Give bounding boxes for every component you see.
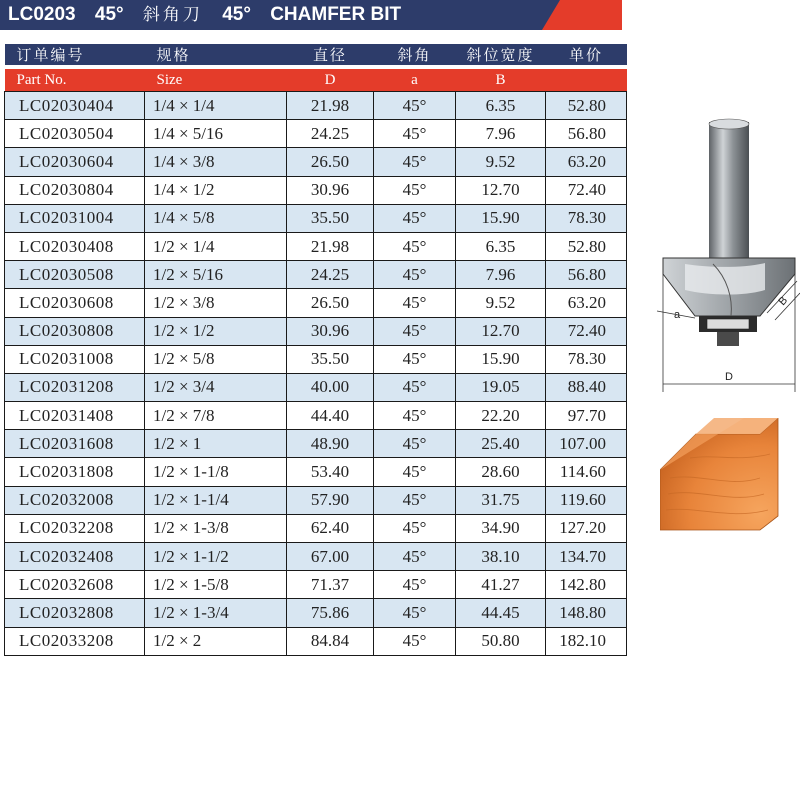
bevel-width-cell: 15.90 — [456, 204, 546, 232]
table-row — [5, 543, 627, 571]
part-number-cell: LC02030604 — [5, 148, 145, 176]
size-cell: 1/2 × 7/8 — [145, 402, 287, 430]
part-number-cell: LC02032408 — [5, 543, 145, 571]
diameter-cell: 84.84 — [287, 627, 374, 655]
header-en-price — [546, 69, 627, 92]
size-cell: 1/2 × 3/8 — [145, 289, 287, 317]
price-cell: 78.30 — [546, 204, 627, 232]
price-cell: 56.80 — [546, 120, 627, 148]
diameter-cell: 24.25 — [287, 120, 374, 148]
part-number-cell: LC02032008 — [5, 486, 145, 514]
bevel-width-cell: 6.35 — [456, 92, 546, 120]
table-row — [5, 120, 627, 148]
diameter-cell: 26.50 — [287, 148, 374, 176]
price-cell: 134.70 — [546, 543, 627, 571]
part-number-cell: LC02031808 — [5, 458, 145, 486]
label-diameter-d: D — [725, 371, 733, 383]
diameter-cell: 75.86 — [287, 599, 374, 627]
diameter-cell: 57.90 — [287, 486, 374, 514]
part-number-cell: LC02030504 — [5, 120, 145, 148]
title-code: LC0203 — [8, 4, 76, 25]
angle-cell: 45° — [374, 232, 456, 260]
size-cell: 1/2 × 5/16 — [145, 261, 287, 289]
wood-chamfer-profile — [660, 418, 780, 533]
angle-cell: 45° — [374, 317, 456, 345]
price-cell: 88.40 — [546, 373, 627, 401]
price-cell: 72.40 — [546, 317, 627, 345]
angle-cell: 45° — [374, 176, 456, 204]
table-row — [5, 317, 627, 345]
title-name-cn: 斜角刀 — [142, 5, 203, 25]
header-cn-angle: 斜角 — [374, 44, 456, 65]
price-cell: 63.20 — [546, 289, 627, 317]
table-row — [5, 176, 627, 204]
size-cell: 1/4 × 1/4 — [145, 92, 287, 120]
price-cell: 107.00 — [546, 430, 627, 458]
angle-cell: 45° — [374, 571, 456, 599]
size-cell: 1/2 × 1-5/8 — [145, 571, 287, 599]
bevel-width-cell: 9.52 — [456, 289, 546, 317]
diameter-cell: 26.50 — [287, 289, 374, 317]
part-number-cell: LC02031004 — [5, 204, 145, 232]
table-row — [5, 345, 627, 373]
bevel-width-cell: 28.60 — [456, 458, 546, 486]
table-row — [5, 92, 627, 120]
bevel-width-cell: 38.10 — [456, 543, 546, 571]
size-cell: 1/4 × 3/8 — [145, 148, 287, 176]
diameter-cell: 30.96 — [287, 176, 374, 204]
product-title — [8, 0, 415, 30]
bevel-width-cell: 15.90 — [456, 345, 546, 373]
size-cell: 1/2 × 1-1/2 — [145, 543, 287, 571]
bit-cutter-body — [663, 258, 795, 316]
size-cell: 1/4 × 1/2 — [145, 176, 287, 204]
header-en-part: Part No. — [5, 69, 145, 92]
header-en-diameter: D — [287, 69, 374, 92]
spec-table — [4, 44, 627, 656]
diameter-cell: 24.25 — [287, 261, 374, 289]
part-number-cell: LC02033208 — [5, 627, 145, 655]
label-angle-a: a — [674, 309, 681, 321]
diameter-cell: 35.50 — [287, 204, 374, 232]
diameter-cell: 30.96 — [287, 317, 374, 345]
bevel-width-cell: 7.96 — [456, 120, 546, 148]
part-number-cell: LC02031608 — [5, 430, 145, 458]
price-cell: 114.60 — [546, 458, 627, 486]
size-cell: 1/2 × 1-3/4 — [145, 599, 287, 627]
part-number-cell: LC02030404 — [5, 92, 145, 120]
size-cell: 1/2 × 5/8 — [145, 345, 287, 373]
angle-cell: 45° — [374, 92, 456, 120]
angle-cell: 45° — [374, 204, 456, 232]
part-number-cell: LC02031408 — [5, 402, 145, 430]
part-number-cell: LC02030808 — [5, 317, 145, 345]
price-cell: 119.60 — [546, 486, 627, 514]
bit-shank — [709, 119, 749, 262]
diameter-cell: 21.98 — [287, 232, 374, 260]
bevel-width-cell: 12.70 — [456, 176, 546, 204]
part-number-cell: LC02032208 — [5, 514, 145, 542]
diameter-cell: 40.00 — [287, 373, 374, 401]
table-row — [5, 571, 627, 599]
diameter-cell: 67.00 — [287, 543, 374, 571]
size-cell: 1/2 × 1 — [145, 430, 287, 458]
bevel-width-cell: 41.27 — [456, 571, 546, 599]
table-row — [5, 289, 627, 317]
title-banner — [0, 0, 622, 30]
part-number-cell: LC02030508 — [5, 261, 145, 289]
part-number-cell: LC02030608 — [5, 289, 145, 317]
angle-cell: 45° — [374, 627, 456, 655]
bevel-width-cell: 9.52 — [456, 148, 546, 176]
spec-table-body — [5, 92, 627, 656]
bevel-width-cell: 6.35 — [456, 232, 546, 260]
part-number-cell: LC02032608 — [5, 571, 145, 599]
header-cn-size: 规格 — [145, 44, 287, 65]
table-row — [5, 204, 627, 232]
bevel-width-cell: 50.80 — [456, 627, 546, 655]
header-cn-diameter: 直径 — [287, 44, 374, 65]
size-cell: 1/4 × 5/16 — [145, 120, 287, 148]
price-cell: 52.80 — [546, 232, 627, 260]
bevel-width-cell: 44.45 — [456, 599, 546, 627]
angle-cell: 45° — [374, 373, 456, 401]
price-cell: 52.80 — [546, 92, 627, 120]
table-row — [5, 458, 627, 486]
header-cn-bevel-width: 斜位宽度 — [456, 44, 546, 65]
title-angle-cn: 45° — [94, 4, 124, 25]
table-row — [5, 148, 627, 176]
bevel-width-cell: 34.90 — [456, 514, 546, 542]
price-cell: 72.40 — [546, 176, 627, 204]
table-row — [5, 627, 627, 655]
header-cn-price: 单价 — [546, 44, 627, 65]
price-cell: 142.80 — [546, 571, 627, 599]
size-cell: 1/2 × 1/2 — [145, 317, 287, 345]
table-row — [5, 373, 627, 401]
angle-cell: 45° — [374, 345, 456, 373]
diameter-cell: 71.37 — [287, 571, 374, 599]
header-row-english — [5, 69, 627, 92]
label-width-b: B — [776, 294, 791, 309]
bevel-width-cell: 25.40 — [456, 430, 546, 458]
price-cell: 127.20 — [546, 514, 627, 542]
diameter-cell: 48.90 — [287, 430, 374, 458]
chamfer-bit-diagram — [655, 118, 800, 408]
bevel-width-cell: 7.96 — [456, 261, 546, 289]
angle-cell: 45° — [374, 430, 456, 458]
diameter-cell: 62.40 — [287, 514, 374, 542]
size-cell: 1/4 × 5/8 — [145, 204, 287, 232]
part-number-cell: LC02030804 — [5, 176, 145, 204]
size-cell: 1/2 × 1-1/4 — [145, 486, 287, 514]
title-accent-band — [560, 0, 622, 30]
price-cell: 56.80 — [546, 261, 627, 289]
header-en-bevel-width: B — [456, 69, 546, 92]
diameter-cell: 35.50 — [287, 345, 374, 373]
size-cell: 1/2 × 3/4 — [145, 373, 287, 401]
table-row — [5, 232, 627, 260]
diameter-cell: 53.40 — [287, 458, 374, 486]
bevel-width-cell: 12.70 — [456, 317, 546, 345]
table-row — [5, 402, 627, 430]
table-row — [5, 486, 627, 514]
table-row — [5, 514, 627, 542]
bevel-width-cell: 22.20 — [456, 402, 546, 430]
price-cell: 78.30 — [546, 345, 627, 373]
part-number-cell: LC02031008 — [5, 345, 145, 373]
table-row — [5, 599, 627, 627]
angle-cell: 45° — [374, 514, 456, 542]
title-angle-en: 45° — [222, 4, 251, 25]
price-cell: 148.80 — [546, 599, 627, 627]
price-cell: 63.20 — [546, 148, 627, 176]
angle-cell: 45° — [374, 543, 456, 571]
part-number-cell: LC02030408 — [5, 232, 145, 260]
bevel-width-cell: 31.75 — [456, 486, 546, 514]
part-number-cell: LC02031208 — [5, 373, 145, 401]
header-en-size: Size — [145, 69, 287, 92]
price-cell: 182.10 — [546, 627, 627, 655]
title-name-en: CHAMFER BIT — [270, 4, 402, 25]
angle-cell: 45° — [374, 402, 456, 430]
table-row — [5, 261, 627, 289]
angle-cell: 45° — [374, 261, 456, 289]
size-cell: 1/2 × 1-3/8 — [145, 514, 287, 542]
header-cn-part: 订单编号 — [5, 44, 145, 65]
angle-cell: 45° — [374, 599, 456, 627]
size-cell: 1/2 × 2 — [145, 627, 287, 655]
angle-cell: 45° — [374, 148, 456, 176]
size-cell: 1/2 × 1-1/8 — [145, 458, 287, 486]
part-number-cell: LC02032808 — [5, 599, 145, 627]
price-cell: 97.70 — [546, 402, 627, 430]
header-row-chinese — [5, 44, 627, 65]
diameter-cell: 44.40 — [287, 402, 374, 430]
diameter-cell: 21.98 — [287, 92, 374, 120]
table-row — [5, 430, 627, 458]
size-cell: 1/2 × 1/4 — [145, 232, 287, 260]
header-en-angle: a — [374, 69, 456, 92]
angle-cell: 45° — [374, 289, 456, 317]
bit-bearing — [699, 316, 757, 346]
angle-cell: 45° — [374, 120, 456, 148]
bevel-width-cell: 19.05 — [456, 373, 546, 401]
angle-cell: 45° — [374, 458, 456, 486]
angle-cell: 45° — [374, 486, 456, 514]
